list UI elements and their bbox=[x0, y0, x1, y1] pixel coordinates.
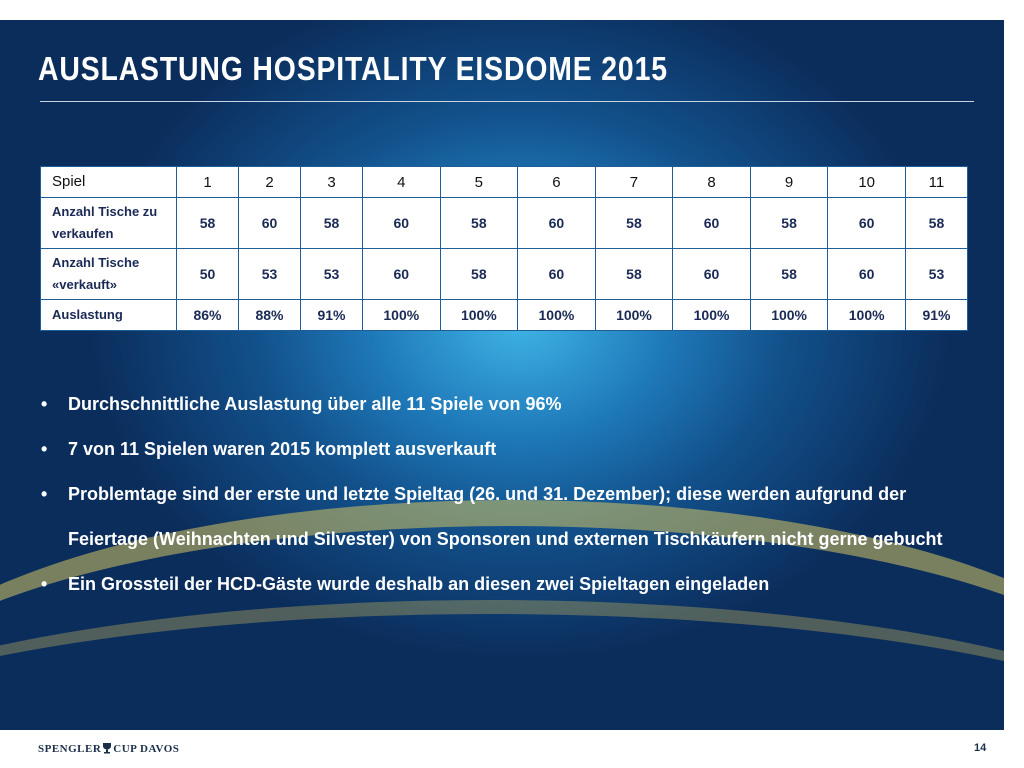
value-cell: 91% bbox=[301, 300, 363, 331]
game-number-cell: 10 bbox=[828, 167, 906, 198]
game-number-cell: 4 bbox=[363, 167, 441, 198]
value-cell: 88% bbox=[239, 300, 301, 331]
slide-title: AUSLASTUNG HOSPITALITY EISDOME 2015 bbox=[38, 50, 668, 87]
bullet-item: • Durchschnittliche Auslastung über alle 11 Spiele von 96% bbox=[40, 382, 960, 427]
value-cell: 58 bbox=[301, 198, 363, 249]
row-label-cell: Auslastung bbox=[41, 300, 177, 331]
value-cell: 60 bbox=[518, 198, 596, 249]
value-cell: 58 bbox=[440, 198, 518, 249]
spengler-cup-logo bbox=[38, 742, 179, 755]
value-cell: 100% bbox=[828, 300, 906, 331]
game-number-cell: 2 bbox=[239, 167, 301, 198]
game-number-cell: 7 bbox=[595, 167, 673, 198]
value-cell: 60 bbox=[518, 249, 596, 300]
value-cell: 58 bbox=[595, 249, 673, 300]
value-cell: 100% bbox=[750, 300, 828, 331]
value-cell: 53 bbox=[239, 249, 301, 300]
logo-text-right: CUP DAVOS bbox=[113, 743, 180, 755]
value-cell: 100% bbox=[518, 300, 596, 331]
value-cell: 91% bbox=[905, 300, 967, 331]
value-cell: 100% bbox=[595, 300, 673, 331]
table-row bbox=[41, 300, 968, 331]
game-number-cell: 6 bbox=[518, 167, 596, 198]
value-cell: 60 bbox=[673, 249, 751, 300]
value-cell: 60 bbox=[363, 249, 441, 300]
title-divider bbox=[40, 101, 974, 102]
occupancy-table bbox=[40, 166, 968, 331]
value-cell: 50 bbox=[177, 249, 239, 300]
game-number-cell: 5 bbox=[440, 167, 518, 198]
value-cell: 86% bbox=[177, 300, 239, 331]
value-cell: 58 bbox=[440, 249, 518, 300]
value-cell: 58 bbox=[177, 198, 239, 249]
value-cell: 58 bbox=[750, 249, 828, 300]
slide-background bbox=[0, 20, 1004, 730]
value-cell: 60 bbox=[828, 249, 906, 300]
value-cell: 100% bbox=[363, 300, 441, 331]
row-label-cell: Anzahl Tische «verkauft» bbox=[41, 249, 177, 300]
table-header-row bbox=[41, 167, 968, 198]
value-cell: 53 bbox=[301, 249, 363, 300]
value-cell: 60 bbox=[239, 198, 301, 249]
bullet-item: • 7 von 11 Spielen waren 2015 komplett ausverkauft bbox=[40, 427, 960, 472]
header-label-cell: Spiel bbox=[41, 167, 177, 198]
value-cell: 60 bbox=[673, 198, 751, 249]
game-number-cell: 8 bbox=[673, 167, 751, 198]
cup-icon bbox=[102, 742, 112, 754]
page-number: 14 bbox=[974, 742, 987, 754]
value-cell: 53 bbox=[905, 249, 967, 300]
logo-text-left: SPENGLER bbox=[38, 743, 102, 755]
table-row bbox=[41, 249, 968, 300]
value-cell: 100% bbox=[440, 300, 518, 331]
value-cell: 58 bbox=[595, 198, 673, 249]
value-cell: 60 bbox=[828, 198, 906, 249]
bullet-item: • Problemtage sind der erste und letzte Spieltag (26. und 31. Dezember); diese werden aufgrund der Feiertage (Weihnachten und Silvester) von Sponsoren und externen Tischkäufern nicht gerne gebucht bbox=[40, 472, 960, 562]
table-row bbox=[41, 198, 968, 249]
bullet-list bbox=[40, 382, 960, 607]
game-number-cell: 1 bbox=[177, 167, 239, 198]
value-cell: 100% bbox=[673, 300, 751, 331]
value-cell: 58 bbox=[750, 198, 828, 249]
game-number-cell: 9 bbox=[750, 167, 828, 198]
value-cell: 60 bbox=[363, 198, 441, 249]
bullet-item: • Ein Grossteil der HCD-Gäste wurde deshalb an diesen zwei Spieltagen eingeladen bbox=[40, 562, 960, 607]
row-label-cell: Anzahl Tische zu verkaufen bbox=[41, 198, 177, 249]
game-number-cell: 3 bbox=[301, 167, 363, 198]
value-cell: 58 bbox=[905, 198, 967, 249]
game-number-cell: 11 bbox=[905, 167, 967, 198]
